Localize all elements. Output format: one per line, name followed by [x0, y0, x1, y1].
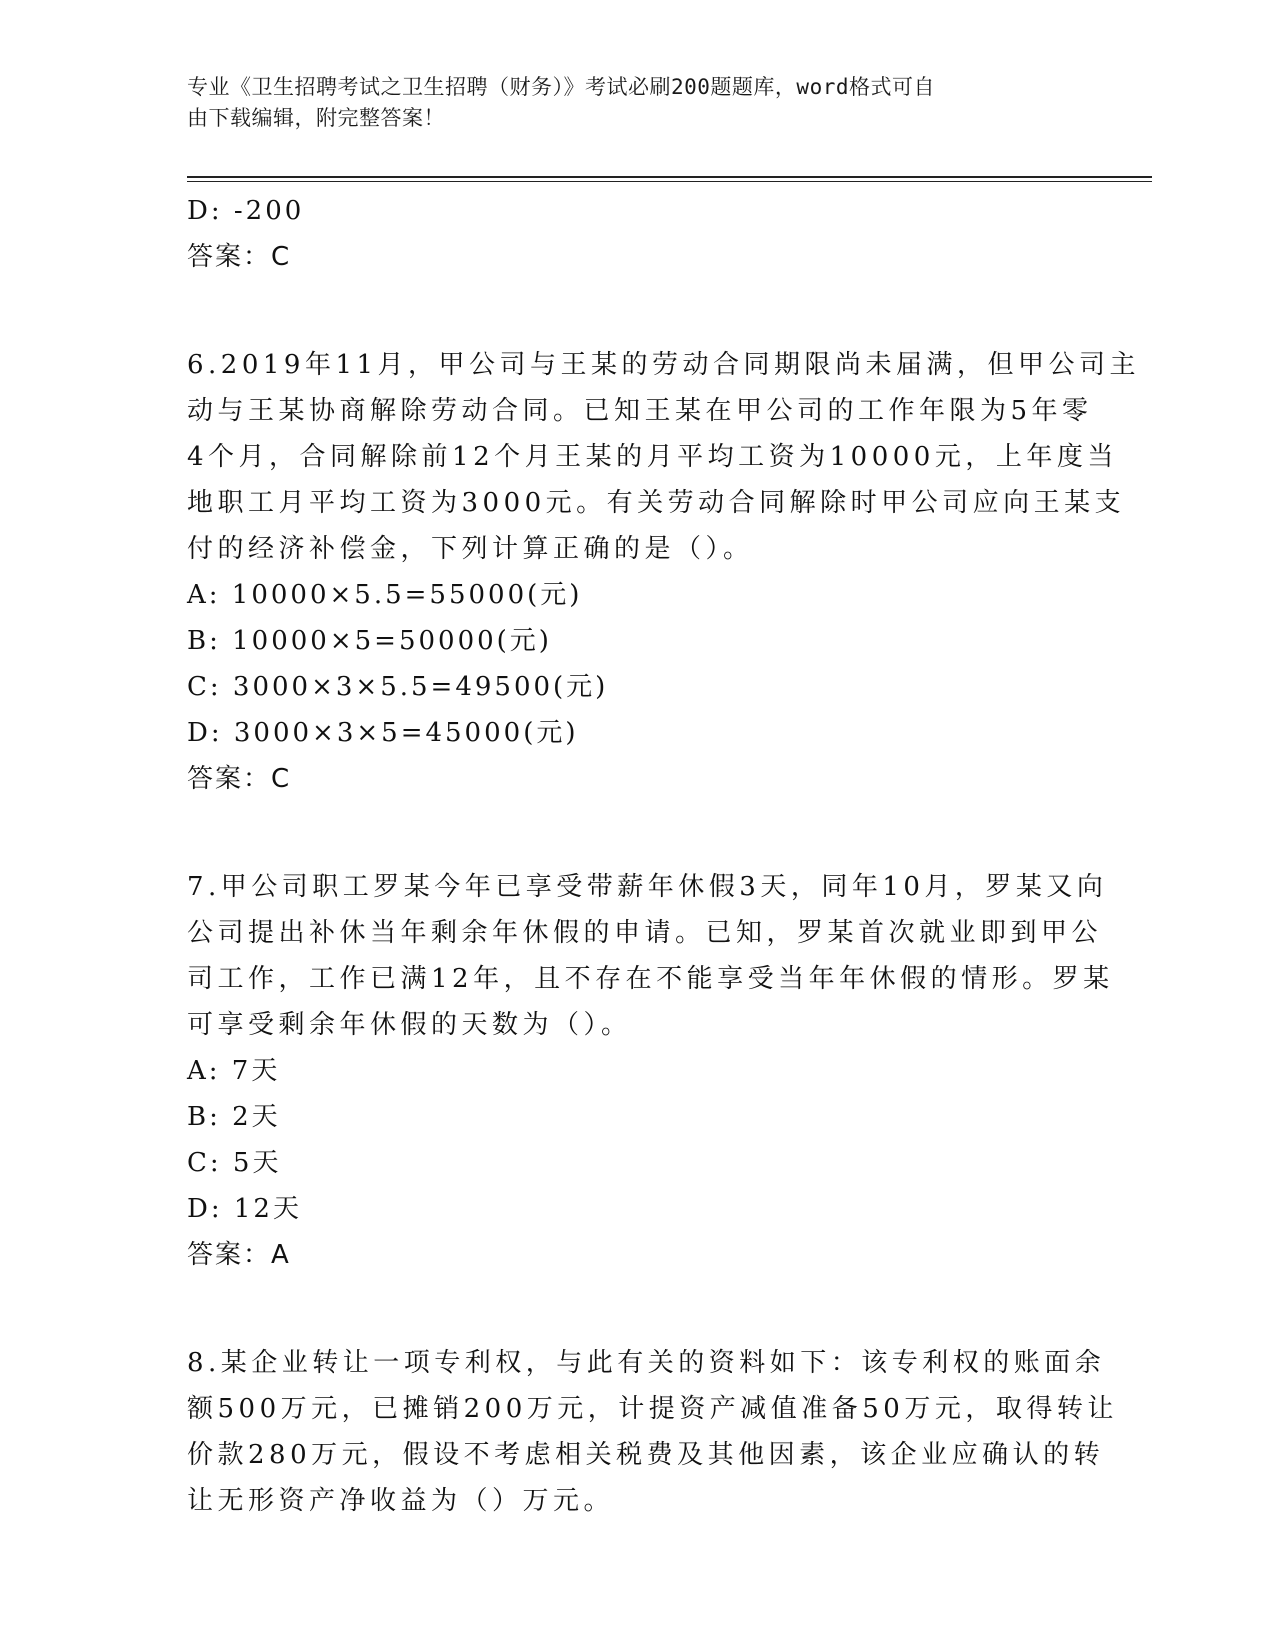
question-stem-line: 额500万元，已摊销200万元，计提资产减值准备50万元，取得转让	[187, 1394, 1118, 1424]
question-stem-line: 价款280万元，假设不考虑相关税费及其他因素，该企业应确认的转	[187, 1440, 1105, 1470]
document-body	[187, 188, 1141, 1524]
option-d: D: -200	[187, 196, 305, 226]
question-7	[187, 864, 1114, 1278]
option-c: C: 3000×3×5.5=49500(元)	[187, 672, 609, 702]
answer-line: 答案：C	[187, 764, 292, 794]
option-d: D: 12天	[187, 1194, 302, 1224]
question-stem-line: 6.2019年11月，甲公司与王某的劳动合同期限尚未届满，但甲公司主	[187, 350, 1141, 380]
question-stem-line: 让无形资产净收益为（）万元。	[187, 1486, 615, 1516]
option-c: C: 5天	[187, 1148, 282, 1178]
option-a: A: 7天	[187, 1056, 281, 1086]
answer-line: 答案：A	[187, 1240, 291, 1270]
question-8	[187, 1340, 1118, 1524]
question-stem-line: 7.甲公司职工罗某今年已享受带薪年休假3天，同年10月，罗某又向	[187, 872, 1108, 902]
option-b: B: 2天	[187, 1102, 281, 1132]
document-header	[187, 72, 1067, 134]
header-divider-thin	[187, 181, 1152, 182]
question-stem-line: 动与王某协商解除劳动合同。已知王某在甲公司的工作年限为5年零	[187, 396, 1093, 426]
question-6	[187, 342, 1141, 802]
answer-line: 答案：C	[187, 242, 292, 272]
question-stem-line: 可享受剩余年休假的天数为（）。	[187, 1010, 632, 1040]
question-stem-line: 8.某企业转让一项专利权，与此有关的资料如下：该专利权的账面余	[187, 1348, 1106, 1378]
question-stem-line: 地职工月平均工资为3000元。有关劳动合同解除时甲公司应向王某支	[187, 488, 1126, 518]
question-stem-line: 公司提出补休当年剩余年休假的申请。已知，罗某首次就业即到甲公	[187, 918, 1103, 948]
header-line-2: 由下载编辑，附完整答案！	[187, 106, 445, 130]
question-5-tail	[187, 188, 1087, 280]
header-divider-thick	[187, 176, 1152, 178]
question-stem-line: 4个月，合同解除前12个月王某的月平均工资为10000元，上年度当	[187, 442, 1118, 472]
option-b: B: 10000×5=50000(元)	[187, 626, 552, 656]
option-a: A: 10000×5.5=55000(元)	[187, 580, 583, 610]
question-stem-line: 付的经济补偿金，下列计算正确的是（）。	[187, 534, 754, 564]
question-stem-line: 司工作，工作已满12年，且不存在不能享受当年年休假的情形。罗某	[187, 964, 1114, 994]
header-line-1: 专业《卫生招聘考试之卫生招聘（财务）》考试必刷200题题库，word格式可自	[187, 75, 935, 99]
option-d: D: 3000×3×5=45000(元)	[187, 718, 579, 748]
